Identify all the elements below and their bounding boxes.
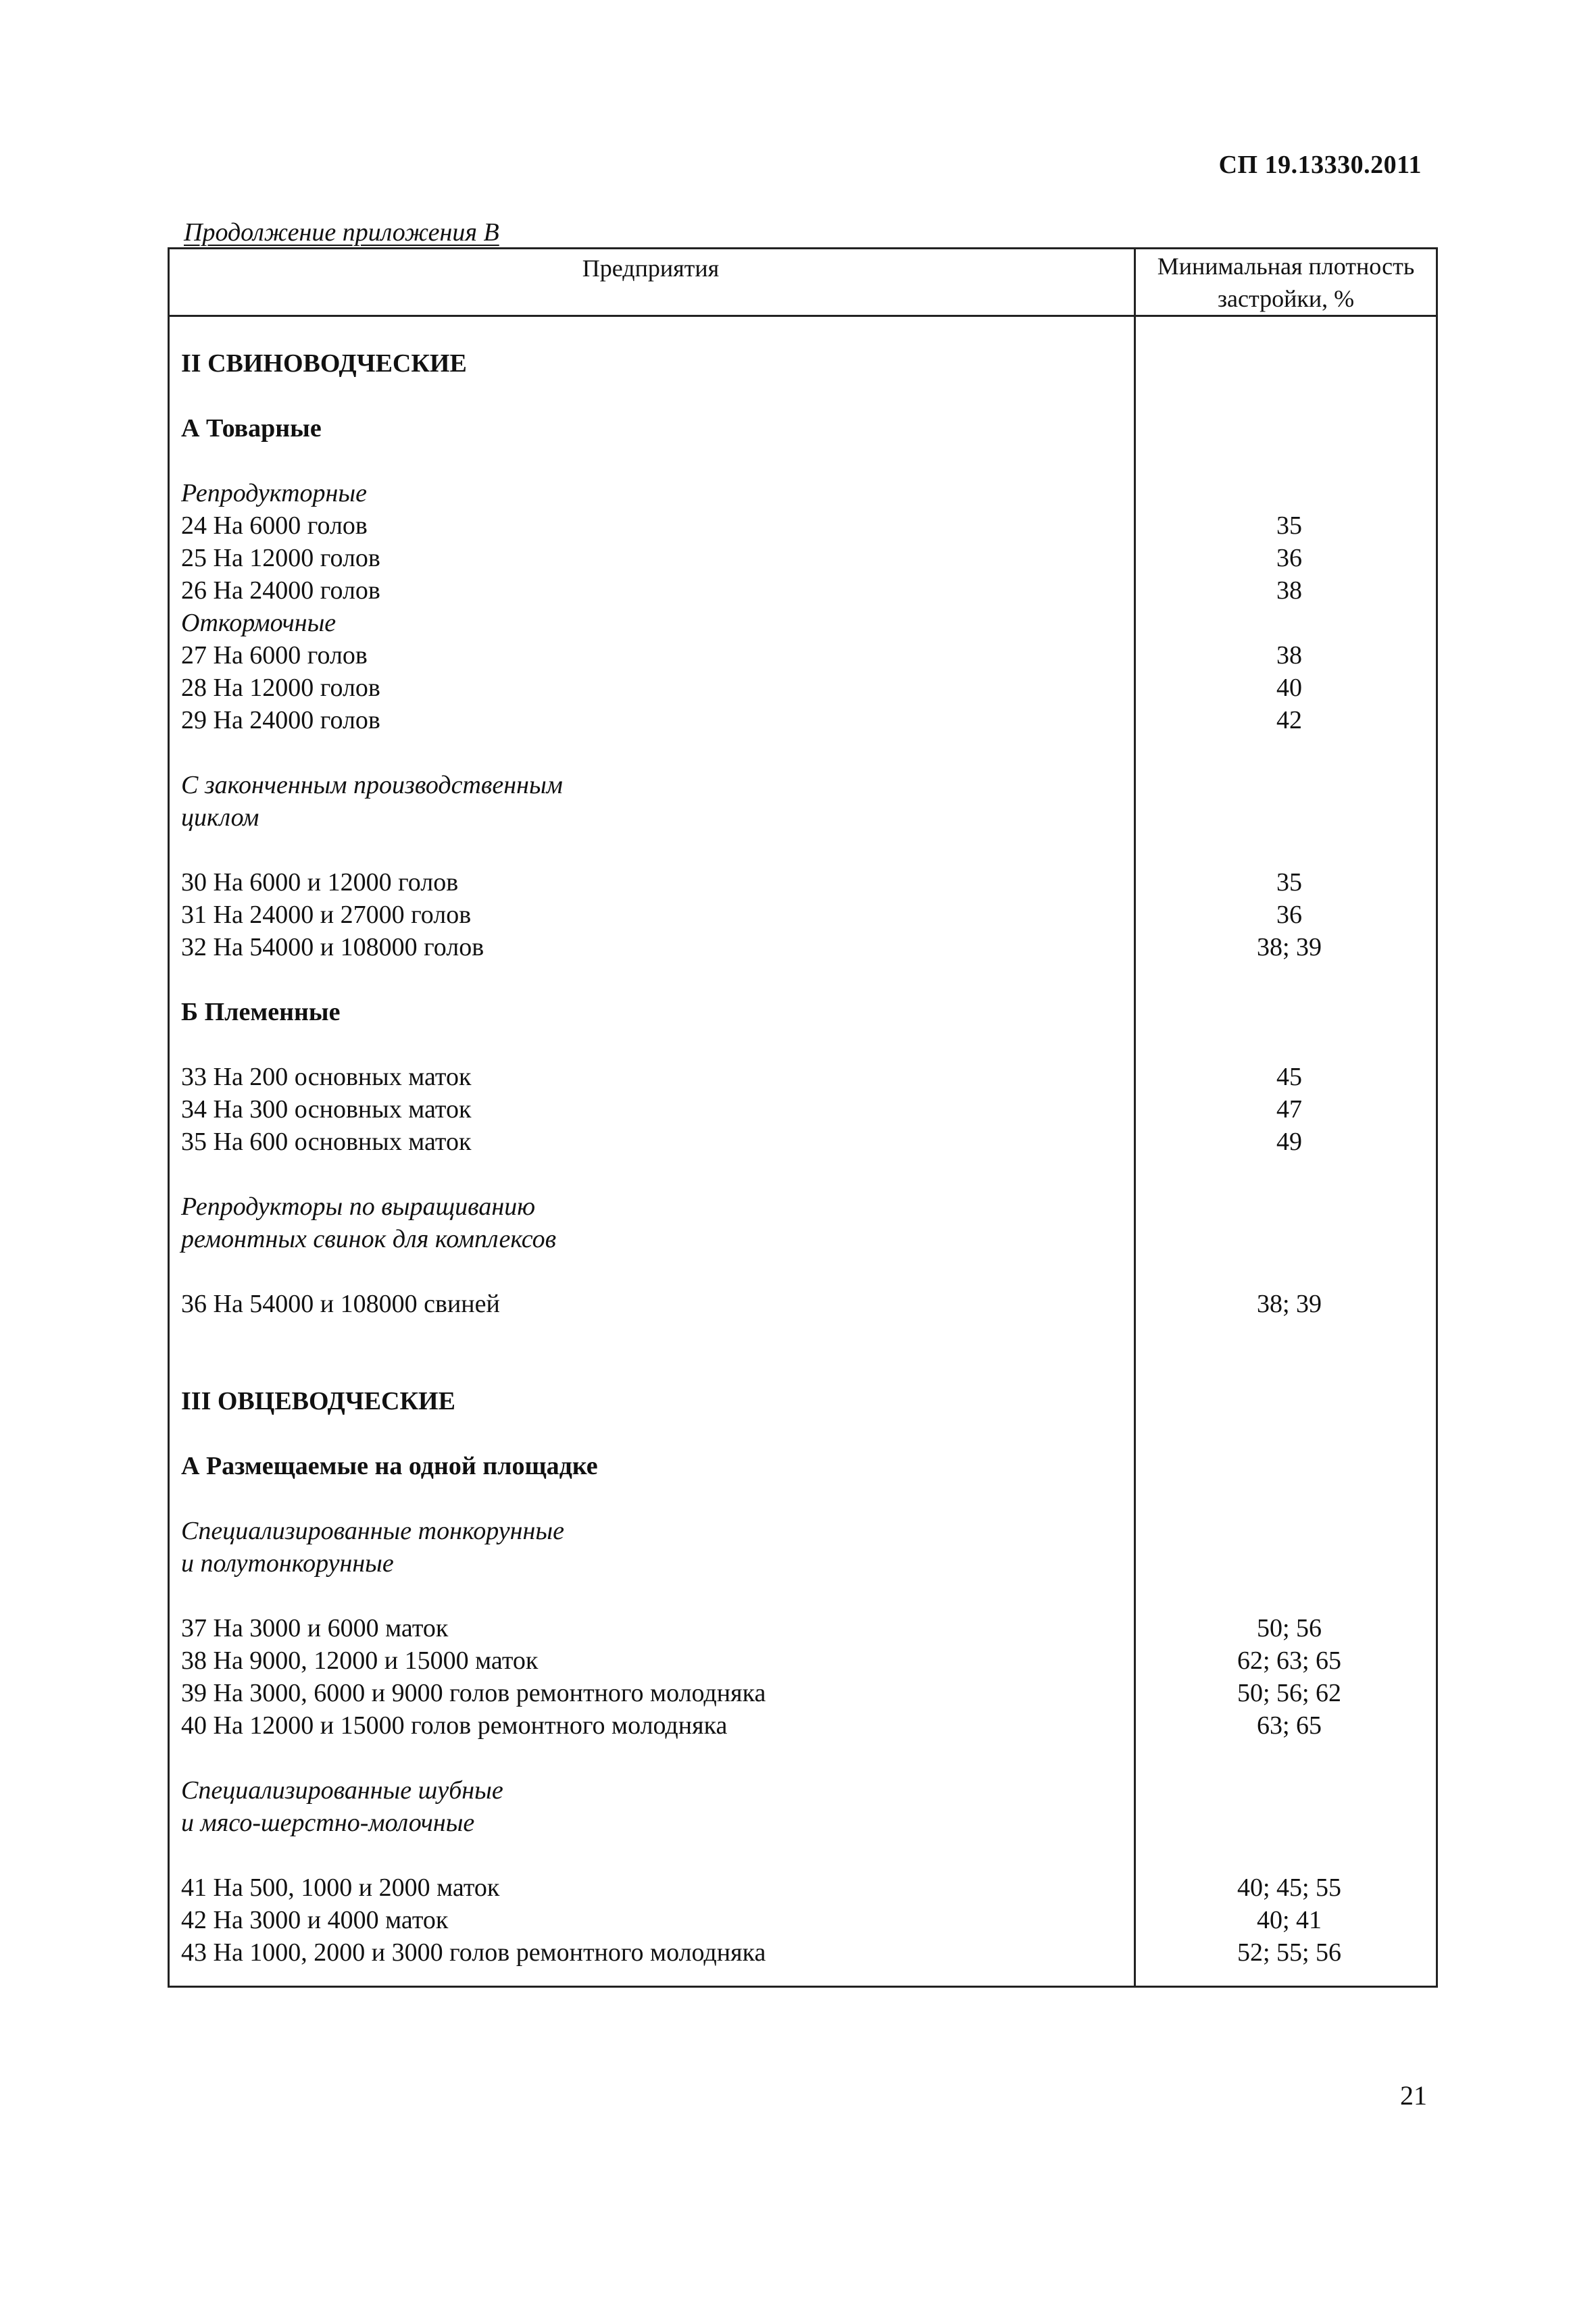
density-value: 38 — [1276, 576, 1302, 605]
group-heading: Репродукторные — [181, 479, 367, 507]
table-left-border — [168, 247, 170, 1988]
table-row — [181, 931, 1424, 963]
subsection-heading: Б Племенные — [181, 998, 341, 1026]
table-row — [181, 1158, 1424, 1190]
enterprise-label: 38 На 9000, 12000 и 15000 маток — [181, 1646, 539, 1675]
table-row — [181, 607, 1424, 639]
density-value: 50; 56; 62 — [1237, 1679, 1342, 1707]
table-row — [181, 1288, 1424, 1320]
density-table — [168, 247, 1438, 1988]
subsection-heading: А Товарные — [181, 414, 322, 443]
table-row — [181, 574, 1424, 607]
group-heading: ремонтных свинок для комплексов — [181, 1225, 557, 1253]
table-row — [181, 1871, 1424, 1904]
density-value: 52; 55; 56 — [1237, 1938, 1342, 1967]
enterprise-label: 35 На 600 основных маток — [181, 1128, 472, 1156]
group-heading: С законченным производственным — [181, 771, 563, 799]
density-value: 40; 45; 55 — [1237, 1873, 1342, 1902]
density-value: 42 — [1276, 706, 1302, 734]
group-heading: и полутонкорунные — [181, 1549, 394, 1578]
table-row — [181, 1482, 1424, 1515]
density-value: 62; 63; 65 — [1237, 1646, 1342, 1675]
table-row — [181, 1093, 1424, 1126]
table-row — [181, 445, 1424, 477]
group-heading: циклом — [181, 803, 259, 832]
table-row — [181, 1061, 1424, 1093]
enterprise-label: 31 На 24000 и 27000 голов — [181, 901, 472, 929]
table-row — [181, 672, 1424, 704]
enterprise-label: 42 На 3000 и 4000 маток — [181, 1906, 449, 1934]
table-row — [181, 1807, 1424, 1839]
table-row — [181, 347, 1424, 380]
table-row — [181, 963, 1424, 996]
table-row — [181, 1385, 1424, 1417]
enterprise-label: 24 На 6000 голов — [181, 511, 368, 540]
table-row — [181, 801, 1424, 834]
density-value: 38; 39 — [1256, 933, 1322, 961]
density-value: 38 — [1276, 641, 1302, 670]
density-value: 63; 65 — [1256, 1711, 1322, 1740]
group-heading: Откормочные — [181, 609, 336, 637]
table-row — [181, 1190, 1424, 1223]
enterprise-label: 34 На 300 основных маток — [181, 1095, 472, 1124]
density-value: 40 — [1276, 674, 1302, 702]
table-top-border — [168, 247, 1438, 249]
group-heading: Специализированные шубные — [181, 1776, 503, 1805]
page-number: 21 — [1400, 2080, 1427, 2111]
table-row — [181, 1644, 1424, 1677]
density-value: 36 — [1276, 901, 1302, 929]
table-row — [181, 1353, 1424, 1385]
enterprise-label: 25 На 12000 голов — [181, 544, 380, 572]
table-row — [181, 899, 1424, 931]
table-header-divider — [168, 315, 1438, 317]
enterprise-label: 39 На 3000, 6000 и 9000 голов ремонтного молодняка — [181, 1679, 766, 1707]
column-header-min-density: Минимальная плотность застройки, % — [1157, 253, 1415, 312]
enterprise-label: 29 На 24000 голов — [181, 706, 380, 734]
density-value: 47 — [1276, 1095, 1302, 1124]
table-row — [181, 380, 1424, 412]
table-row — [181, 1936, 1424, 1969]
enterprise-label: 26 На 24000 голов — [181, 576, 380, 605]
group-heading: и мясо-шерстно-молочные — [181, 1809, 475, 1837]
density-value: 38; 39 — [1256, 1290, 1322, 1318]
density-value: 49 — [1276, 1128, 1302, 1156]
enterprise-label: 33 На 200 основных маток — [181, 1063, 472, 1091]
table-row — [181, 1742, 1424, 1774]
table-row — [181, 1450, 1424, 1482]
enterprise-label: 41 На 500, 1000 и 2000 маток — [181, 1873, 500, 1902]
table-row — [181, 1580, 1424, 1612]
table-row — [181, 542, 1424, 574]
group-heading: Репродукторы по выращиванию — [181, 1192, 536, 1221]
table-row — [181, 1839, 1424, 1871]
enterprise-label: 27 На 6000 голов — [181, 641, 368, 670]
table-row — [181, 1255, 1424, 1288]
density-value: 50; 56 — [1256, 1614, 1322, 1642]
continuation-label: Продолжение приложения В — [184, 218, 499, 247]
table-row — [181, 1028, 1424, 1061]
subsection-heading: А Размещаемые на одной площадке — [181, 1452, 598, 1480]
table-row — [181, 477, 1424, 509]
table-row — [181, 1515, 1424, 1547]
table-row — [181, 1417, 1424, 1450]
group-heading: Специализированные тонкорунные — [181, 1517, 564, 1545]
enterprise-label: 43 На 1000, 2000 и 3000 голов ремонтного молодняка — [181, 1938, 766, 1967]
density-value: 35 — [1276, 511, 1302, 540]
table-body — [181, 347, 1424, 1969]
enterprise-label: 28 На 12000 голов — [181, 674, 380, 702]
density-value: 45 — [1276, 1063, 1302, 1091]
enterprise-label: 30 На 6000 и 12000 голов — [181, 868, 459, 897]
table-row — [181, 1904, 1424, 1936]
table-row — [181, 639, 1424, 672]
density-value: 40; 41 — [1256, 1906, 1322, 1934]
section-heading: II СВИНОВОДЧЕСКИЕ — [181, 349, 467, 378]
enterprise-label: 37 На 3000 и 6000 маток — [181, 1614, 449, 1642]
table-row — [181, 412, 1424, 445]
table-row — [181, 1320, 1424, 1353]
table-row — [181, 1774, 1424, 1807]
table-row — [181, 1709, 1424, 1742]
table-row — [181, 1677, 1424, 1709]
table-row — [181, 1223, 1424, 1255]
table-row — [181, 1547, 1424, 1580]
enterprise-label: 36 На 54000 и 108000 свиней — [181, 1290, 500, 1318]
density-value: 36 — [1276, 544, 1302, 572]
document-code: СП 19.13330.2011 — [1218, 151, 1422, 179]
table-row — [181, 704, 1424, 736]
table-row — [181, 509, 1424, 542]
table-bottom-border — [168, 1986, 1438, 1988]
table-row — [181, 996, 1424, 1028]
enterprise-label: 40 На 12000 и 15000 голов ремонтного молодняка — [181, 1711, 728, 1740]
table-row — [181, 866, 1424, 899]
enterprise-label: 32 На 54000 и 108000 голов — [181, 933, 484, 961]
table-row — [181, 1612, 1424, 1644]
density-value: 35 — [1276, 868, 1302, 897]
table-row — [181, 736, 1424, 769]
table-right-border — [1436, 247, 1438, 1988]
table-row — [181, 769, 1424, 801]
column-header-enterprises: Предприятия — [582, 255, 720, 282]
table-row — [181, 834, 1424, 866]
section-heading: III ОВЦЕВОДЧЕСКИЕ — [181, 1387, 455, 1415]
table-row — [181, 1126, 1424, 1158]
